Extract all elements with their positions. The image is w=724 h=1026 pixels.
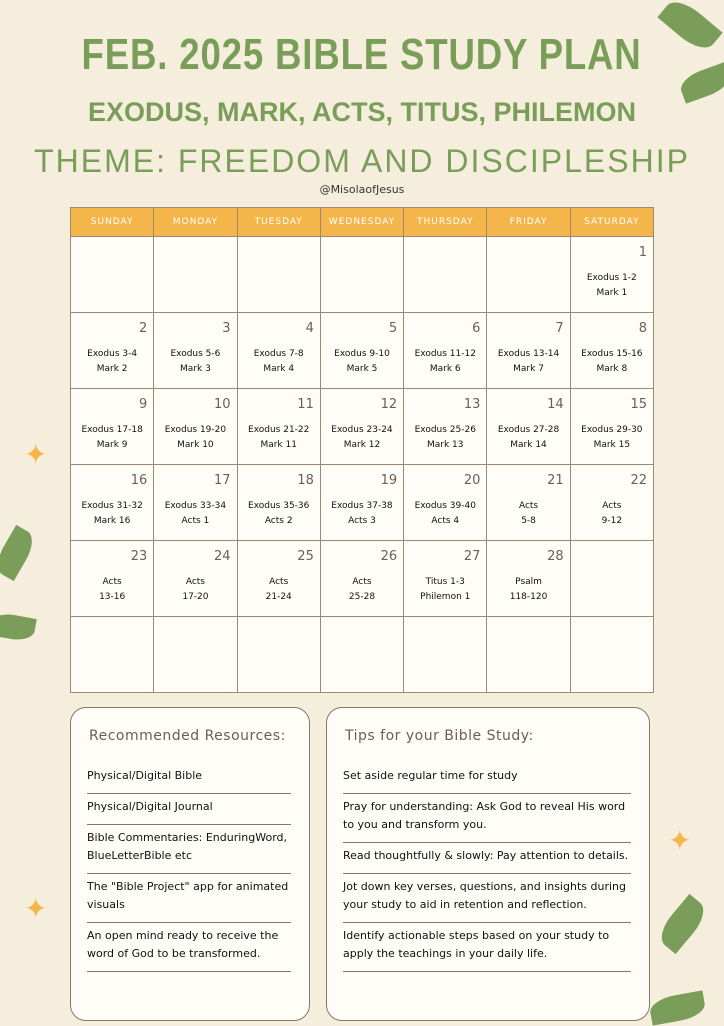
reading — [321, 575, 403, 605]
reading-line: Acts — [185, 577, 205, 587]
reading-line: Mark 15 — [593, 440, 631, 450]
reading-line: Exodus 19-20 — [164, 425, 227, 435]
day-number: 1 — [638, 245, 647, 260]
reading-line: Exodus 37-38 — [331, 501, 393, 511]
reading-line: Acts — [602, 501, 622, 511]
calendar-day — [237, 313, 320, 389]
calendar-day — [487, 389, 570, 465]
calendar-day — [154, 541, 237, 617]
day-number: 10 — [214, 397, 231, 412]
tip-item: Pray for understanding: Ask God to reveal His word to you and transform you. — [343, 794, 631, 843]
reading-line: Exodus 35-36 — [248, 501, 310, 511]
calendar-day — [404, 541, 487, 617]
reading-line: Mark 9 — [96, 440, 128, 450]
calendar-day — [154, 465, 237, 541]
reading — [487, 499, 569, 529]
resource-item: Physical/Digital Bible — [87, 763, 291, 794]
reading-line: Mark 13 — [427, 440, 464, 450]
calendar-day — [320, 389, 403, 465]
day-header: SATURDAY — [570, 208, 653, 237]
reading-line: 25-28 — [348, 592, 376, 602]
calendar-day — [320, 237, 403, 313]
resource-item: Physical/Digital Journal — [87, 794, 291, 825]
reading — [154, 575, 236, 605]
day-number: 27 — [463, 549, 481, 564]
reading-line: Mark 10 — [177, 440, 214, 450]
reading — [238, 499, 320, 529]
sparkle-icon: ✦ — [24, 892, 48, 925]
tip-item: Identify actionable steps based on your study to apply the teachings in your daily life. — [343, 923, 631, 972]
leaf-decoration — [654, 894, 711, 954]
calendar-day — [71, 617, 154, 693]
day-number: 28 — [547, 549, 564, 564]
day-header: WEDNESDAY — [320, 208, 403, 237]
calendar-day — [487, 617, 570, 693]
reading — [571, 423, 653, 453]
calendar-day — [570, 389, 653, 465]
reading — [404, 423, 486, 453]
day-header: THURSDAY — [404, 208, 487, 237]
calendar-day — [404, 617, 487, 693]
page-title-wrap — [0, 30, 724, 80]
calendar-day — [154, 617, 237, 693]
resource-item: An open mind ready to receive the word of God to be transformed. — [87, 923, 291, 972]
reading — [154, 347, 236, 377]
day-number: 18 — [297, 473, 314, 488]
tips-title: Tips for your Bible Study: — [345, 728, 534, 744]
calendar-day — [237, 465, 320, 541]
reading — [71, 423, 153, 453]
day-number: 21 — [547, 473, 564, 488]
calendar-day — [71, 237, 154, 313]
reading-line: Philemon 1 — [420, 592, 471, 602]
calendar-day — [237, 541, 320, 617]
reading-line: Acts — [518, 501, 539, 511]
day-number: 3 — [222, 321, 231, 336]
calendar-day — [71, 313, 154, 389]
calendar-day — [237, 617, 320, 693]
resources-title: Recommended Resources: — [89, 728, 286, 744]
reading-line: Exodus 15-16 — [581, 349, 643, 359]
calendar-day — [71, 541, 154, 617]
reading — [404, 499, 486, 529]
reading-line: Mark 12 — [343, 440, 381, 450]
tip-item: Jot down key verses, questions, and insights during your study to aid in retention and reflection. — [343, 874, 631, 923]
reading-line: Exodus 27-28 — [497, 425, 560, 435]
reading-line: Acts 2 — [264, 516, 293, 526]
leaf-decoration — [0, 525, 39, 581]
calendar-day — [487, 237, 570, 313]
reading-line: Exodus 7-8 — [253, 349, 304, 359]
calendar-day — [320, 465, 403, 541]
reading-line: Titus 1-3 — [425, 577, 465, 587]
calendar-week — [71, 389, 654, 465]
day-number: 17 — [214, 473, 231, 488]
calendar-day — [570, 237, 653, 313]
reading-line: Mark 6 — [429, 364, 461, 374]
reading — [154, 423, 236, 453]
reading — [154, 499, 236, 529]
day-number: 15 — [630, 397, 647, 412]
reading-line: Acts 4 — [431, 516, 460, 526]
reading — [321, 499, 403, 529]
day-number: 22 — [630, 473, 647, 488]
calendar-day — [487, 465, 570, 541]
reading-line: Acts 3 — [348, 516, 376, 526]
calendar-day — [570, 313, 653, 389]
day-header: SUNDAY — [71, 208, 154, 237]
leaf-decoration — [648, 990, 707, 1025]
calendar-week — [71, 541, 654, 617]
reading-line: 118-120 — [509, 592, 548, 602]
calendar-week — [71, 237, 654, 313]
calendar-week — [71, 617, 654, 693]
calendar-week — [71, 313, 654, 389]
calendar-day — [237, 389, 320, 465]
tip-item: Set aside regular time for study — [343, 763, 631, 794]
reading — [487, 347, 569, 377]
reading — [404, 575, 486, 605]
day-number: 19 — [380, 473, 398, 488]
day-number: 8 — [638, 321, 647, 336]
reading-line: Exodus 39-40 — [414, 501, 476, 511]
reading-line: Mark 11 — [260, 440, 297, 450]
resource-item: Bible Commentaries: EnduringWord, BlueLetterBible etc — [87, 825, 291, 874]
reading-line: Exodus 17-18 — [81, 425, 143, 435]
reading-line: Mark 2 — [96, 364, 128, 374]
reading-line: Mark 5 — [346, 364, 378, 374]
day-header: MONDAY — [154, 208, 237, 237]
reading — [487, 423, 569, 453]
reading-line: Mark 14 — [510, 440, 547, 450]
day-number: 4 — [305, 321, 314, 336]
reading — [238, 575, 320, 605]
calendar-day — [570, 617, 653, 693]
resources-card — [70, 707, 310, 1021]
reading-line: Exodus 29-30 — [581, 425, 643, 435]
reading — [404, 347, 486, 377]
calendar-day — [570, 541, 653, 617]
day-number: 16 — [130, 473, 148, 488]
sparkle-icon: ✦ — [24, 438, 48, 471]
resource-item: The "Bible Project" app for animated visuals — [87, 874, 291, 923]
reading-line: Exodus 13-14 — [497, 349, 560, 359]
reading-line: Exodus 21-22 — [248, 425, 310, 435]
reading — [571, 347, 653, 377]
reading — [238, 347, 320, 377]
calendar-day — [154, 237, 237, 313]
reading-line: Exodus 31-32 — [81, 501, 143, 511]
reading-line: 5-8 — [521, 516, 536, 526]
calendar-day — [320, 617, 403, 693]
reading-line: Acts — [102, 577, 122, 587]
reading — [238, 423, 320, 453]
calendar-day — [154, 313, 237, 389]
calendar-day — [487, 541, 570, 617]
day-number: 2 — [139, 321, 148, 336]
day-header: TUESDAY — [237, 208, 320, 237]
calendar-day — [320, 313, 403, 389]
reading — [71, 347, 153, 377]
theme-subtitle: THEME: FREEDOM AND DISCIPLESHIP — [34, 143, 690, 179]
reading-line: Exodus 1-2 — [586, 273, 637, 283]
calendar-day — [237, 237, 320, 313]
tips-card — [326, 707, 650, 1021]
reading-line: Mark 8 — [596, 364, 628, 374]
reading-line: 21-24 — [265, 592, 292, 602]
calendar-day — [570, 465, 653, 541]
tip-item: Read thoughtfully & slowly: Pay attention to details. — [343, 843, 631, 874]
calendar-day — [404, 389, 487, 465]
day-number: 14 — [547, 397, 564, 412]
day-number: 9 — [139, 397, 148, 412]
reading — [71, 499, 153, 529]
reading — [71, 575, 153, 605]
reading — [321, 423, 403, 453]
day-number: 12 — [380, 397, 398, 412]
reading-line: Acts — [269, 577, 289, 587]
reading-line: 9-12 — [601, 516, 623, 526]
day-number: 24 — [214, 549, 231, 564]
calendar-day — [71, 465, 154, 541]
day-number: 26 — [380, 549, 398, 564]
reading-line: Mark 3 — [180, 364, 211, 374]
day-number: 5 — [388, 321, 398, 336]
reading — [571, 271, 653, 301]
author-handle: @MisolaofJesus — [319, 183, 405, 196]
day-number: 11 — [297, 397, 314, 412]
reading-line: Exodus 3-4 — [87, 349, 138, 359]
day-number: 6 — [472, 321, 481, 336]
reading — [571, 499, 653, 529]
day-number: 20 — [463, 473, 481, 488]
reading-line: 17-20 — [182, 592, 209, 602]
reading-line: Acts — [352, 577, 372, 587]
day-number: 23 — [130, 549, 148, 564]
reading-line: Exodus 9-10 — [334, 349, 390, 359]
reading-line: Psalm — [515, 577, 542, 587]
books-subtitle-wrap — [0, 96, 724, 128]
reading-line: Mark 4 — [263, 364, 295, 374]
theme-subtitle-wrap — [0, 143, 724, 179]
reading-line: Mark 1 — [596, 288, 628, 298]
reading — [321, 347, 403, 377]
page-title: FEB. 2025 BIBLE STUDY PLAN — [81, 30, 642, 79]
calendar-day — [71, 389, 154, 465]
calendar-day — [404, 465, 487, 541]
reading-line: Exodus 33-34 — [164, 501, 227, 511]
reading-line: Exodus 23-24 — [331, 425, 393, 435]
calendar-day — [154, 389, 237, 465]
day-header: FRIDAY — [487, 208, 570, 237]
reading — [487, 575, 569, 605]
reading-line: Mark 16 — [93, 516, 131, 526]
reading-line: Mark 7 — [513, 364, 544, 374]
calendar-day — [320, 541, 403, 617]
calendar-day — [404, 237, 487, 313]
reading-line: Exodus 11-12 — [414, 349, 476, 359]
calendar-week — [71, 465, 654, 541]
day-number: 13 — [463, 397, 481, 412]
reading-line: Exodus 5-6 — [170, 349, 221, 359]
reading-line: Acts 1 — [181, 516, 210, 526]
day-number: 7 — [555, 321, 564, 336]
leaf-decoration — [0, 611, 37, 642]
sparkle-icon: ✦ — [668, 824, 692, 857]
calendar-day — [404, 313, 487, 389]
calendar-day — [487, 313, 570, 389]
books-subtitle: EXODUS, MARK, ACTS, TITUS, PHILEMON — [87, 97, 636, 127]
reading-line: Exodus 25-26 — [414, 425, 476, 435]
reading-line: 13-16 — [99, 592, 126, 602]
calendar — [70, 207, 654, 693]
day-number: 25 — [297, 549, 314, 564]
